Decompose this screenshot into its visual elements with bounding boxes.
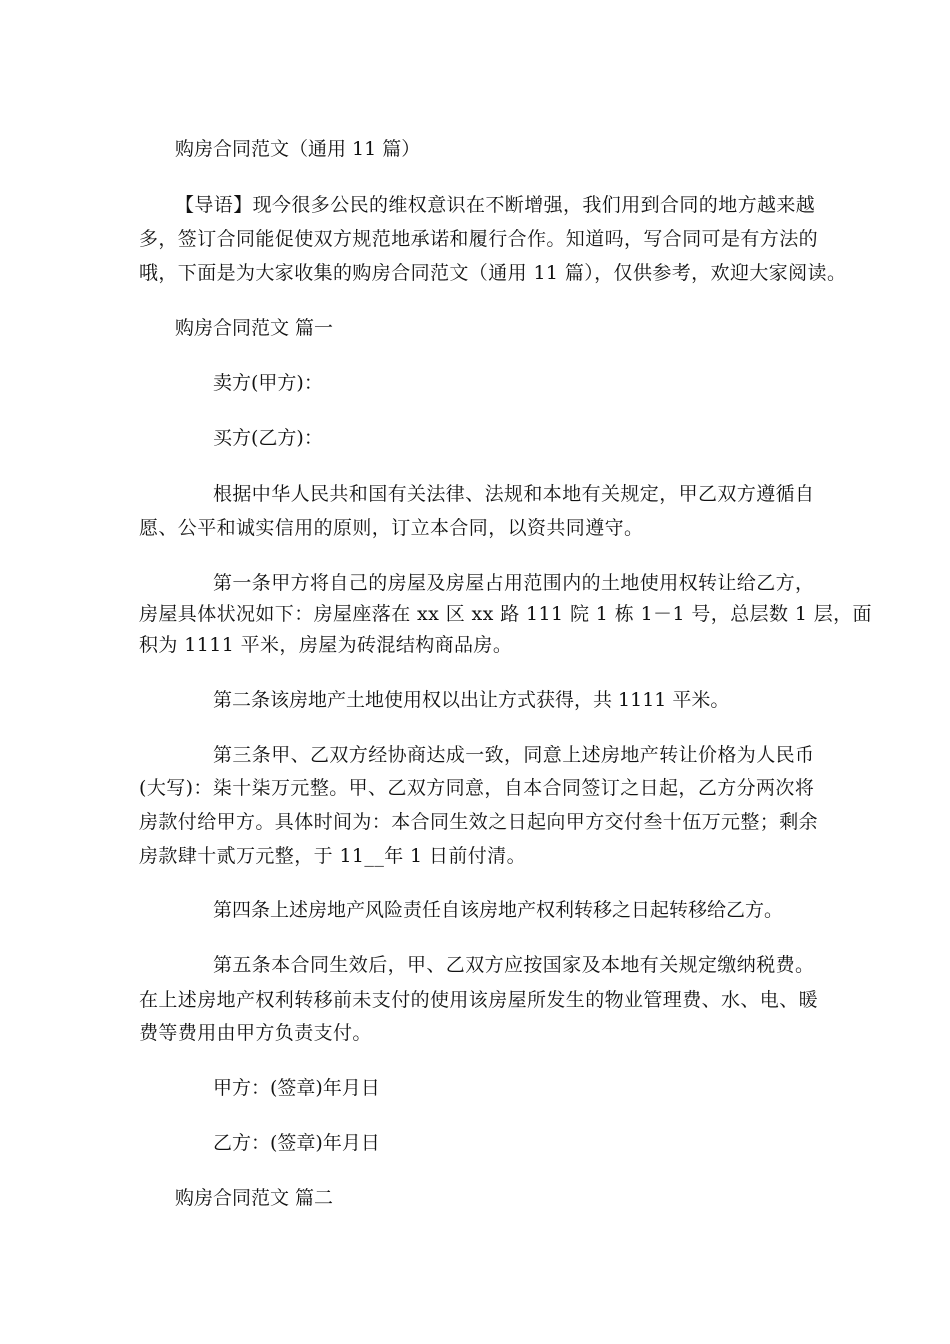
document-title: 购房合同范文（通用 11 篇） [175,138,421,160]
article1-line-3: 积为 1111 平米，房屋为砖混结构商品房。 [139,634,513,656]
article3-line-2: (大写)：柒十柒万元整。甲、乙双方同意，自本合同签订之日起，乙方分两次将 [139,777,815,799]
article2-line: 第二条该房地产土地使用权以出让方式获得，共 1111 平米。 [213,689,730,711]
article1-line-2: 房屋具体状况如下：房屋座落在 xx 区 xx 路 111 院 1 栋 1－1 号，总层数 1 层，面 [139,603,872,625]
article3-line-3: 房款付给甲方。具体时间为：本合同生效之日起向甲方交付叁十伍万元整；剩余 [139,811,819,833]
buyer-line: 买方(乙方)： [213,427,323,449]
signature-party-b: 乙方：(签章)年月日 [213,1132,380,1154]
article1-line-1: 第一条甲方将自己的房屋及房屋占用范围内的土地使用权转让给乙方， [213,572,815,594]
intro-line-3: 哦，下面是为大家收集的购房合同范文（通用 11 篇），仅供参考，欢迎大家阅读。 [139,262,847,284]
article5-line-1: 第五条本合同生效后，甲、乙双方应按国家及本地有关规定缴纳税费。 [213,954,815,976]
article3-line-4: 房款肆十贰万元整，于 11__年 1 日前付清。 [139,845,526,867]
intro-line-1: 【导语】现今很多公民的维权意识在不断增强，我们用到合同的地方越来越 [175,194,816,216]
signature-party-a: 甲方：(签章)年月日 [213,1077,380,1099]
preamble-line-2: 愿、公平和诚实信用的原则，订立本合同，以资共同遵守。 [139,517,644,539]
article5-line-3: 费等费用由甲方负责支付。 [139,1022,372,1044]
article4-line: 第四条上述房地产风险责任自该房地产权利转移之日起转移给乙方。 [213,899,784,921]
section2-heading: 购房合同范文 篇二 [175,1187,334,1209]
intro-line-2: 多，签订合同能促使双方规范地承诺和履行合作。知道吗，写合同可是有方法的 [139,228,819,250]
seller-line: 卖方(甲方)： [213,372,323,394]
article3-line-1: 第三条甲、乙双方经协商达成一致，同意上述房地产转让价格为人民币 [213,744,815,766]
article5-line-2: 在上述房地产权利转移前未支付的使用该房屋所发生的物业管理费、水、电、暖 [139,989,819,1011]
section1-heading: 购房合同范文 篇一 [175,317,334,339]
preamble-line-1: 根据中华人民共和国有关法律、法规和本地有关规定，甲乙双方遵循自 [213,483,815,505]
